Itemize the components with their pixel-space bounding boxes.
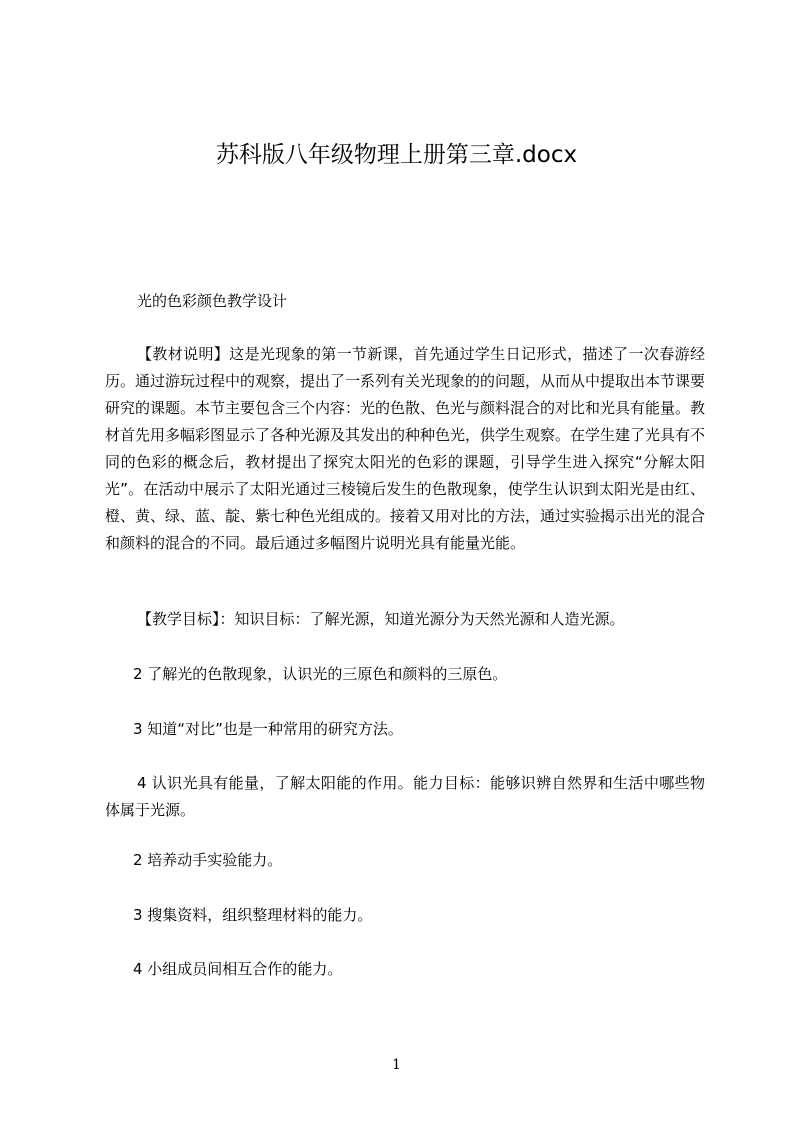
knowledge-item: 4 认识光具有能量，了解太阳能的作用。能力目标：能够识辨自然界和生活中哪些物体属于光源。 (105, 774, 705, 819)
knowledge-item: 2 了解光的色散现象，认识光的三原色和颜料的三原色。 (133, 665, 508, 683)
lesson-subtitle: 光的色彩颜色教学设计 (137, 292, 288, 310)
material-description-paragraph: 【教材说明】这是光现象的第一节新课，首先通过学生日记形式，描述了一次春游经历。通过游玩过程中的观察，提出了一系列有关光现象的的问题，从而从中提取出本节课要研究的课题。本节主要包含三个内容：光的色散、色光与颜料混合的对比和光具有能量。教材首先用多幅彩图显示了各种光源及其发出的种种色光，供学生观察。在学生建了光具有不同的色彩的概念后，教材提出了探究太阳光的色彩的课题，引导学生进入探究“分解太阳光”。在活动中展示了太阳光通过三棱镜后发生的色散现象，使学生认识到太阳光是由红、橙、黄、绿、蓝、靛、紫七种色光组成的。接着又用对比的方法，通过实验揭示出光的混合和颜料的混合的不同。最后通过多幅图片说明光具有能量光能。 (105, 345, 706, 552)
page-number: 1 (392, 1057, 401, 1073)
knowledge-item: 3 知道“对比”也是一种常用的研究方法。 (133, 720, 403, 738)
ability-item: 4 小组成员间相互合作的能力。 (133, 960, 343, 978)
teaching-objectives-text: ：知识目标：了解光源，知道光源分为天然光源和人造光源。 (219, 610, 625, 628)
ability-item: 2 培养动手实验能力。 (133, 851, 283, 869)
document-title: 苏科版八年级物理上册第三章.docx (215, 142, 578, 168)
teaching-objectives-label: 【教学目标】 (137, 610, 220, 628)
teaching-objectives-paragraph (105, 606, 705, 633)
ability-item: 3 搜集资料，组织整理材料的能力。 (133, 906, 373, 924)
